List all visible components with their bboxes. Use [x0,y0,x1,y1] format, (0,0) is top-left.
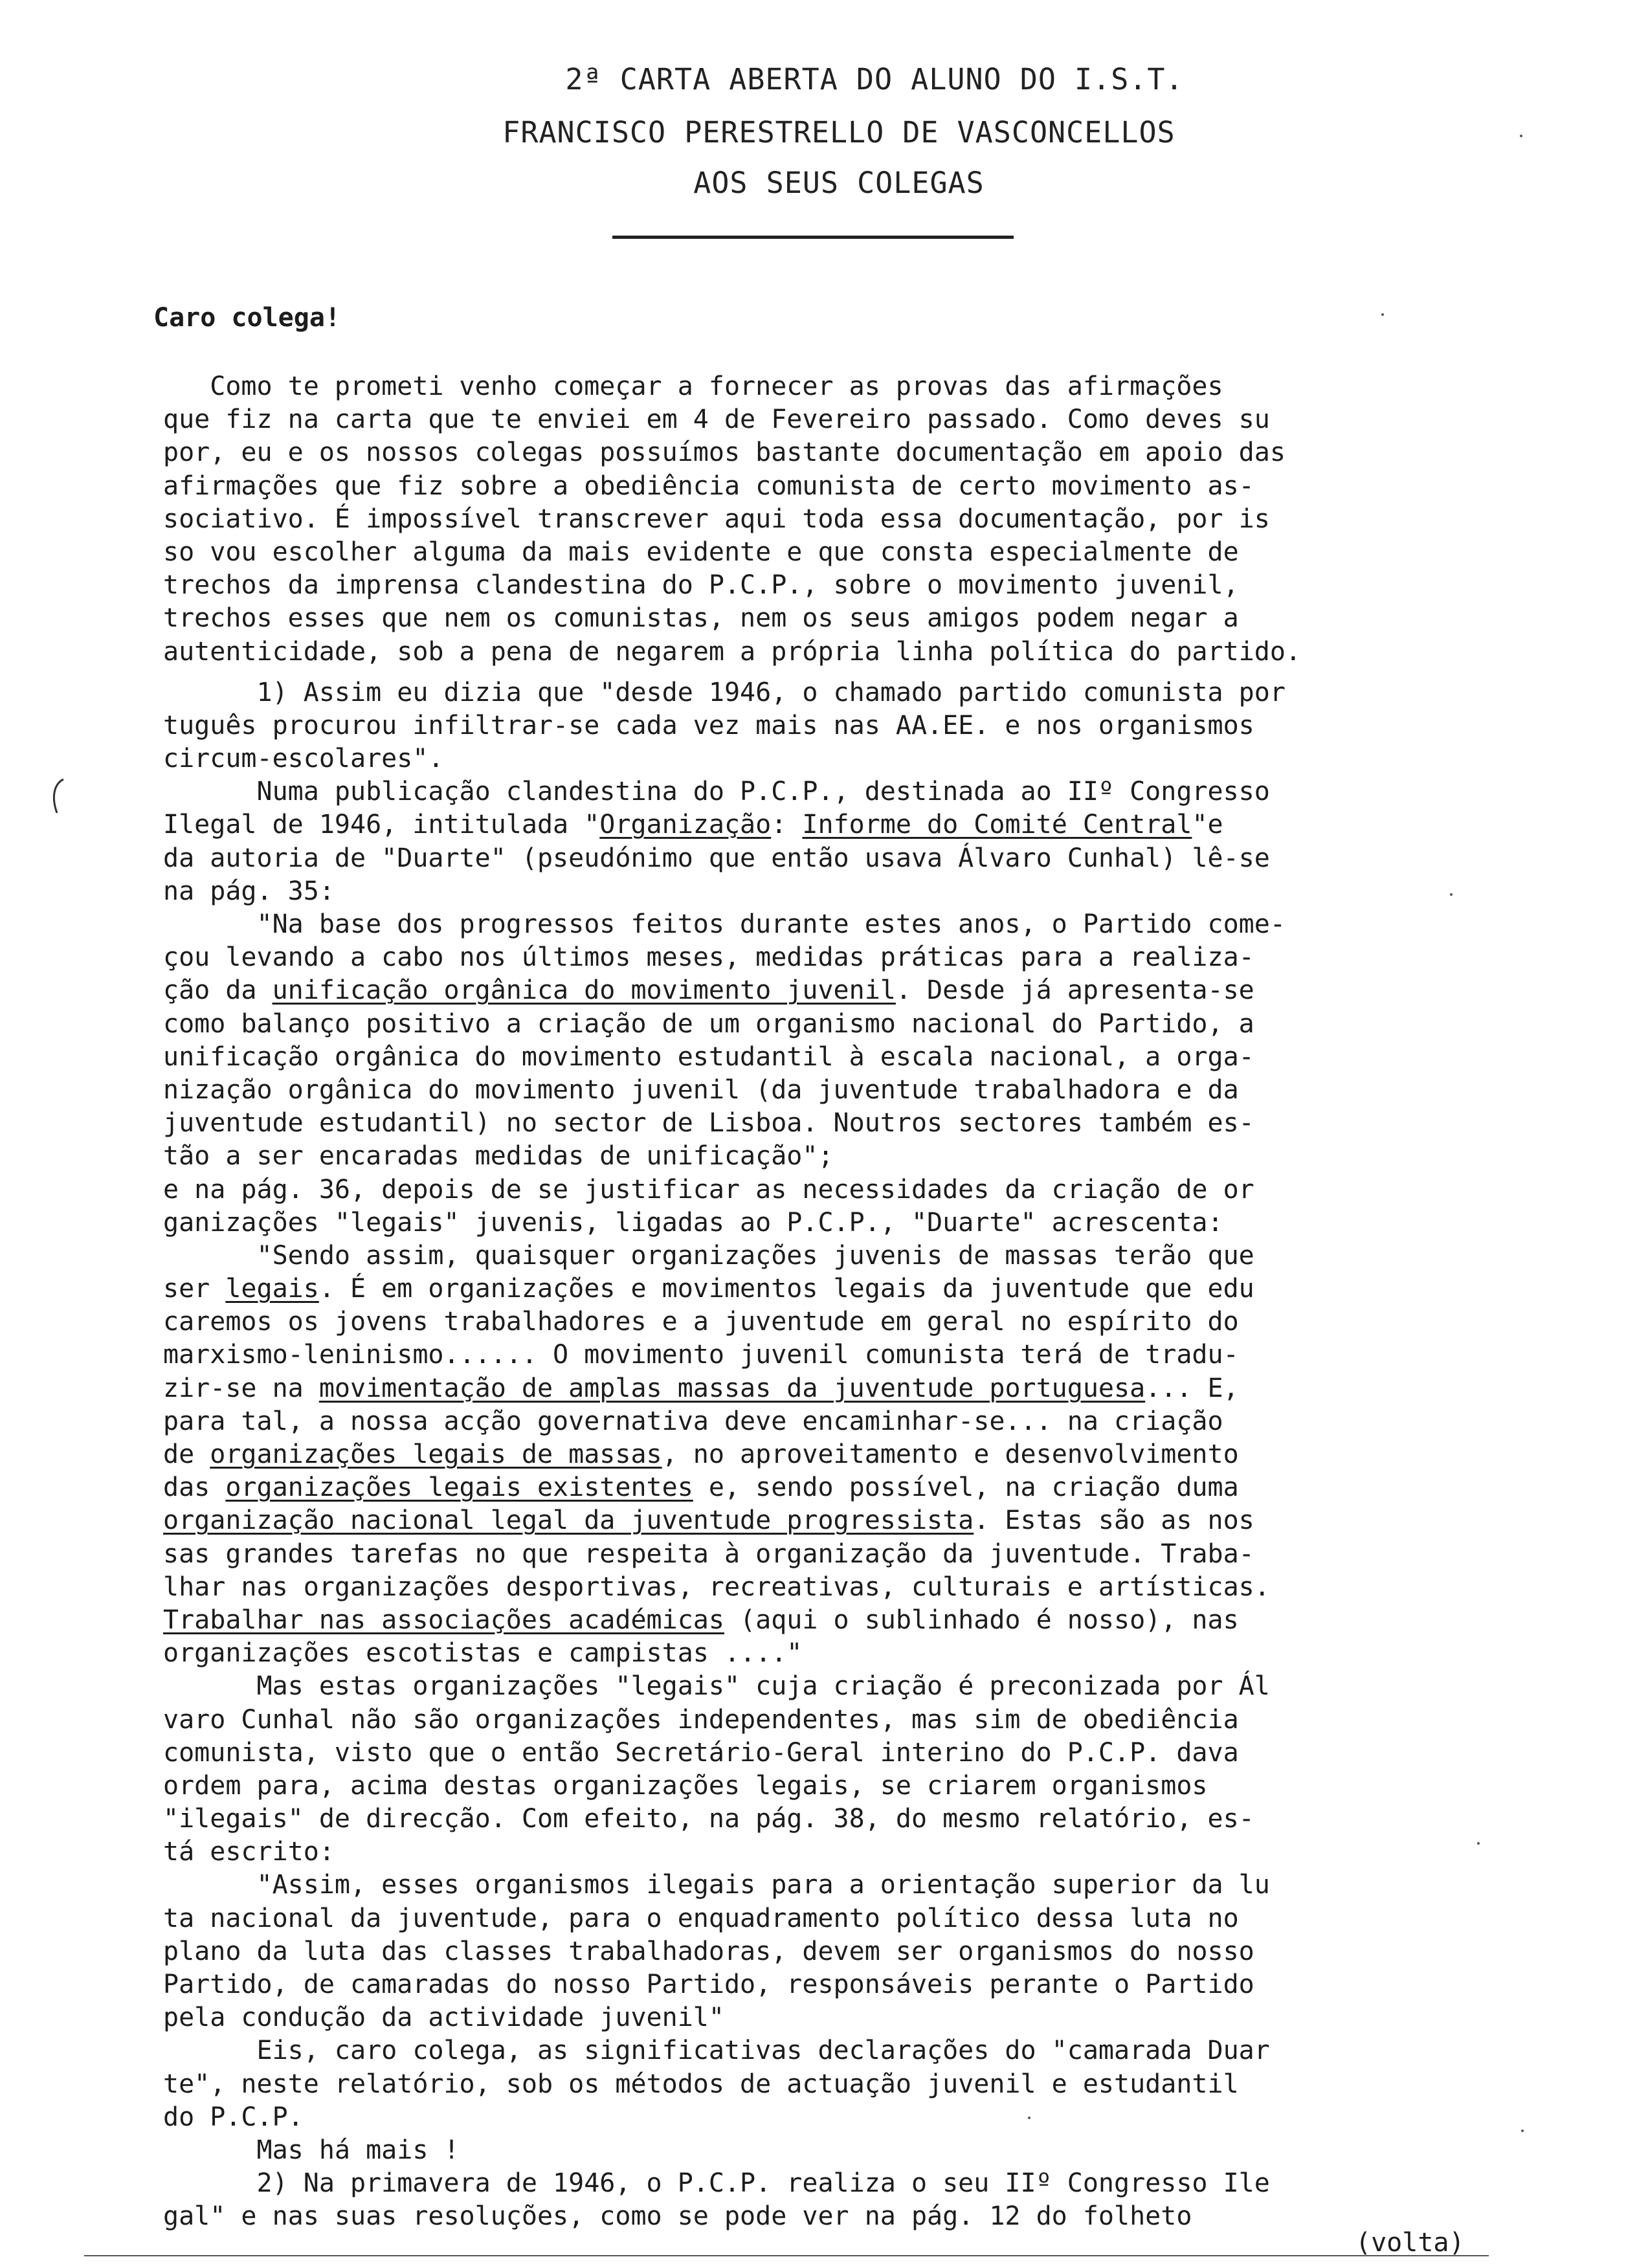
text-line: ganizações "legais" juvenis, ligadas ao P.C.P., "Duarte" acrescenta: [163,1207,1223,1238]
text-line: "Assim, esses organismos ilegais para a orientação superior da lu [163,1870,1270,1900]
text-line: pela condução da actividade juvenil" [163,2003,724,2033]
title-underline [612,236,1014,239]
letter-body [163,370,1484,2234]
text-line: unificação orgânica do movimento estudantil à escala nacional, a orga- [163,1041,1254,1072]
margin-mark-icon [48,777,67,816]
text-line: varo Cunhal não são organizações independentes, mas sim de obediência [163,1704,1239,1735]
bottom-divider [84,2255,1489,2256]
underlined-text: Informe do Comité Central [802,810,1192,840]
underlined-text: organização nacional legal da juventude progressista [163,1506,974,1536]
text-line: juventude estudantil) no sector de Lisboa. Noutros sectores também es- [163,1108,1254,1139]
underlined-text: legais [225,1274,319,1304]
text-line: autenticidade, sob a pena de negarem a própria linha política do partido. [163,636,1301,667]
letter-title-line-2: FRANCISCO PERESTRELLO DE VASCONCELLOS [502,115,1175,150]
underlined-text: movimentação de amplas massas da juventude portuguesa [318,1373,1146,1403]
text-line: que fiz na carta que te enviei em 4 de Fevereiro passado. Como deves su [163,405,1270,435]
paper-speck [1450,893,1453,896]
text-line: gal" e nas suas resoluções, como se pode ver na pág. 12 do folheto [163,2201,1192,2232]
text-line: como balanço positivo a criação de um organismo nacional do Partido, a [163,1008,1254,1039]
text-line: 2) Na primavera de 1946, o P.C.P. realiza o seu IIº Congresso Ile [163,2168,1270,2199]
underlined-text: organizações legais existentes [225,1473,693,1503]
text-line: da autoria de "Duarte" (pseudónimo que então usava Álvaro Cunhal) lê-se [163,843,1270,873]
text-line: de organizações legais de massas, no aproveitamento e desenvolvimento [163,1440,1239,1469]
text-line: Numa publicação clandestina do P.C.P., destinada ao IIº Congresso [163,777,1270,807]
page-turn-note: (volta) [1355,2228,1465,2258]
text-line: caremos os jovens trabalhadores e a juventude em geral no espírito do [163,1307,1239,1337]
paper-speck [1521,2129,1524,2132]
text-line: sociativo. É impossível transcrever aqui toda essa documentação, por is [163,504,1270,534]
text-line: e na pág. 36, depois de se justificar as necessidades da criação de or [163,1174,1254,1205]
text-line: "ilegais" de direcção. Com efeito, na pág. 38, do mesmo relatório, es- [163,1804,1254,1834]
underlined-text: Organização [599,810,772,840]
text-line: nização orgânica do movimento juvenil (da juventude trabalhadora e da [163,1074,1239,1105]
text-line: circum-escolares". [163,744,444,774]
text-line: na pág. 35: [163,876,335,906]
salutation: Caro colega! [153,303,340,333]
text-line: te", neste relatório, sob os métodos de actuação juvenil e estudantil [163,2069,1239,2099]
text-line: zir-se na movimentação de amplas massas da juventude portuguesa... E, [163,1373,1239,1403]
underlined-text: Trabalhar nas associações académicas [163,1605,724,1635]
text-line: lhar nas organizações desportivas, recreativas, culturais e artísticas. [163,1572,1270,1602]
text-line: tão a ser encaradas medidas de unificação"; [163,1141,834,1172]
paper-speck [1381,313,1384,316]
text-line: Ilegal de 1946, intitulada "Organização: Informe do Comité Central"e [163,810,1223,840]
text-line: "Sendo assim, quaisquer organizações juvenis de massas terão que [163,1240,1254,1271]
text-line: por, eu e os nossos colegas possuímos bastante documentação em apoio das [163,438,1286,468]
text-line: Mas há mais ! [163,2135,460,2165]
text-line: so vou escolher alguma da mais evidente e que consta especialmente de [163,537,1239,567]
letter-title-line-3: AOS SEUS COLEGAS [693,166,985,200]
text-line: Mas estas organizações "legais" cuja criação é preconizada por Ál [163,1671,1270,1702]
text-line: plano da luta das classes trabalhadoras, devem ser organismos do nosso [163,1936,1254,1966]
text-line: organizações escotistas e campistas ...." [163,1638,803,1669]
text-line: ordem para, acima destas organizações legais, se criarem organismos [163,1770,1208,1801]
text-line: trechos esses que nem os comunistas, nem os seus amigos podem negar a [163,603,1239,634]
text-line: afirmações que fiz sobre a obediência comunista de certo movimento as- [163,471,1254,501]
text-line: tá escrito: [163,1837,335,1867]
text-line: "Na base dos progressos feitos durante estes anos, o Partido come- [163,909,1286,939]
text-line: 1) Assim eu dizia que "desde 1946, o chamado partido comunista por [163,677,1286,707]
text-line: Eis, caro colega, as significativas declarações do "camarada Duar [163,2036,1270,2066]
letter-title-line-1: 2ª CARTA ABERTA DO ALUNO DO I.S.T. [565,62,1184,96]
underlined-text: unificação orgânica do movimento juvenil [272,975,896,1006]
text-line: trechos da imprensa clandestina do P.C.P., sobre o movimento juvenil, [163,570,1239,601]
text-line: comunista, visto que o então Secretário-Geral interino do P.C.P. dava [163,1737,1239,1768]
text-line: sas grandes tarefas no que respeita à organização da juventude. Traba- [163,1539,1254,1569]
text-line: Partido, de camaradas do nosso Partido, responsáveis perante o Partido [163,1970,1254,1999]
text-line: para tal, a nossa acção governativa deve encaminhar-se... na criação [163,1406,1223,1436]
paper-speck [1520,135,1522,137]
text-line: Trabalhar nas associações académicas (aqui o sublinhado é nosso), nas [163,1605,1239,1635]
paper-speck [1028,2117,1030,2119]
text-line: Como te prometi venho começar a fornecer as provas das afirmações [163,372,1223,401]
paper-speck [1477,1842,1480,1845]
text-line: das organizações legais existentes e, sendo possível, na criação duma [163,1473,1239,1503]
text-line: ser legais. É em organizações e movimentos legais da juventude que edu [163,1274,1254,1304]
text-line: marxismo-leninismo...... O movimento juvenil comunista terá de tradu- [163,1340,1239,1370]
text-line: tuguês procurou infiltrar-se cada vez mais nas AA.EE. e nos organismos [163,710,1254,740]
underlined-text: organizações legais de massas [210,1440,662,1469]
text-line: ta nacional da juventude, para o enquadramento político dessa luta no [163,1903,1239,1933]
text-line: organização nacional legal da juventude progressista. Estas são as nos [163,1506,1254,1536]
text-line: çou levando a cabo nos últimos meses, medidas práticas para a realiza- [163,942,1254,973]
text-line: do P.C.P. [163,2102,304,2132]
text-line: ção da unificação orgânica do movimento juvenil. Desde já apresenta-se [163,975,1254,1006]
